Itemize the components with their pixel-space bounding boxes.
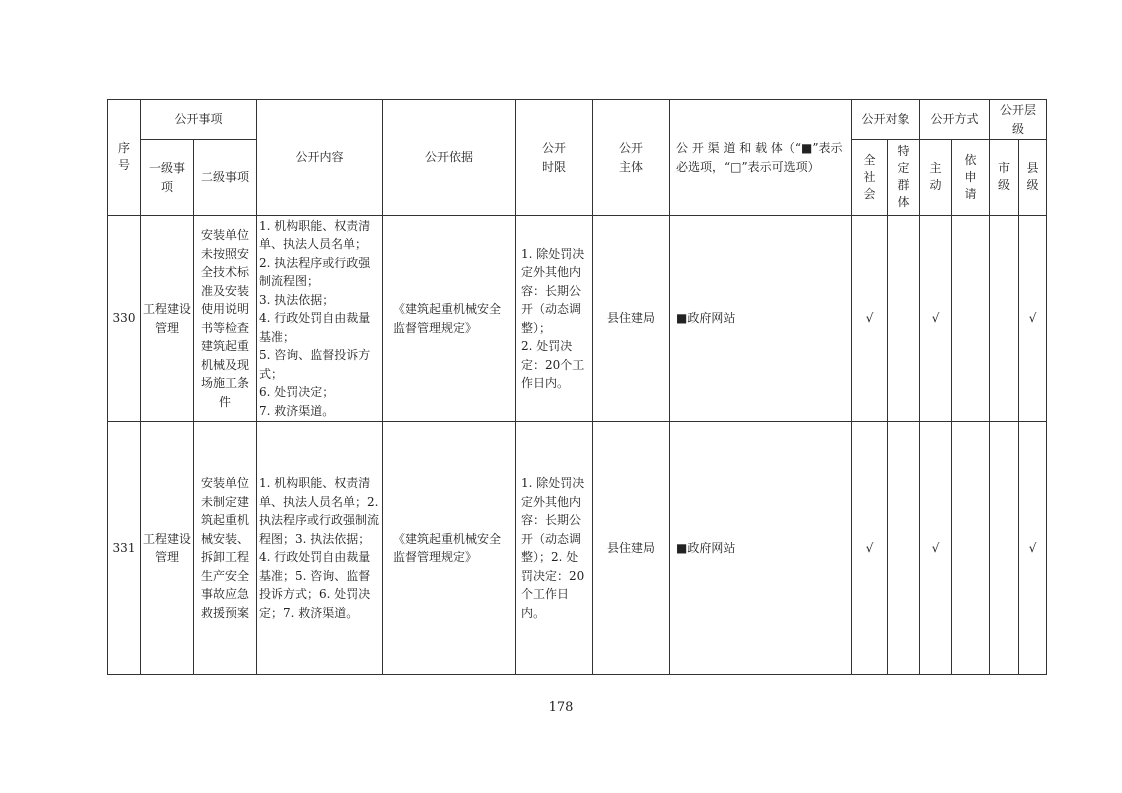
header-level1-item: 一级事项 — [141, 140, 194, 216]
page-number: 178 — [548, 700, 574, 715]
content-line: 1. 机构职能、权责清单、执法人员名单；2. 执法程序或行政强制流程图；3. 执法依据；4. 行政处罚自由裁量基准；5. 咨询、监督投诉方式；6. 处罚决定；7. 救济渠道。 — [259, 476, 380, 620]
header-channel: 公 开 渠 道 和 载 体（“■”表示必选项，“□”表示可选项） — [670, 100, 852, 216]
row-channel: ■政府网站 — [670, 422, 852, 675]
row-active: √ — [920, 216, 952, 422]
content-line: 4. 行政处罚自由裁量基准； — [259, 311, 371, 344]
row-on-request — [952, 422, 990, 675]
header-subject: 公开主体 — [593, 100, 670, 216]
header-audience: 公开对象 — [852, 100, 920, 140]
header-method-active: 主动 — [920, 140, 952, 216]
row-all-society: √ — [852, 422, 888, 675]
row-content — [257, 216, 383, 422]
row-city — [990, 216, 1019, 422]
row-level2: 安装单位未制定建筑起重机械安装、拆卸工程生产安全事故应急救援预案 — [194, 422, 257, 675]
row-basis: 《建筑起重机械安全监督管理规定》 — [383, 422, 516, 675]
row-basis: 《建筑起重机械安全监督管理规定》 — [383, 216, 516, 422]
row-time-limit — [516, 422, 593, 675]
table-row — [108, 216, 1047, 422]
time-line: 1. 除处罚决定外其他内容：长期公开（动态调整）； — [521, 246, 585, 335]
row-county: √ — [1019, 422, 1047, 675]
header-method-request: 依申请 — [952, 140, 990, 216]
time-line: 2. 处罚决定：20个工作日内。 — [521, 339, 585, 390]
row-content — [257, 422, 383, 675]
row-subject: 县住建局 — [593, 216, 670, 422]
header-level: 公开层级 — [990, 100, 1047, 140]
row-channel: ■政府网站 — [670, 216, 852, 422]
disclosure-table — [107, 99, 1047, 675]
row-subject: 县住建局 — [593, 422, 670, 675]
row-all-society: √ — [852, 216, 888, 422]
header-level-city: 市级 — [990, 140, 1019, 216]
row-specific-group — [888, 422, 920, 675]
row-level1: 工程建设管理 — [141, 422, 194, 675]
header-method: 公开方式 — [920, 100, 990, 140]
header-seq: 序号 — [108, 100, 141, 216]
row-time-limit — [516, 216, 593, 422]
header-disclosure-items: 公开事项 — [141, 100, 257, 140]
content-line: 7. 救济渠道。 — [259, 403, 335, 418]
row-level2: 安装单位未按照安全技术标准及安装使用说明书等检查建筑起重机械及现场施工条件 — [194, 216, 257, 422]
row-specific-group — [888, 216, 920, 422]
content-line: 3. 执法依据； — [259, 292, 335, 307]
content-line: 6. 处罚决定； — [259, 385, 335, 400]
row-on-request — [952, 216, 990, 422]
row-seq: 330 — [108, 216, 141, 422]
content-line: 5. 咨询、监督投诉方式； — [259, 348, 371, 381]
row-county: √ — [1019, 216, 1047, 422]
row-level1: 工程建设管理 — [141, 216, 194, 422]
content-line: 1. 机构职能、权责清单、执法人员名单； — [259, 218, 371, 252]
header-audience-specific: 特定群体 — [888, 140, 920, 216]
header-level2-item: 二级事项 — [194, 140, 257, 216]
row-city — [990, 422, 1019, 675]
time-line: 1. 除处罚决定外其他内容：长期公开（动态调整）；2. 处罚决定：20个工作日内。 — [521, 476, 585, 620]
header-time-limit: 公开时限 — [516, 100, 593, 216]
header-content: 公开内容 — [257, 100, 383, 216]
header-audience-all: 全社会 — [852, 140, 888, 216]
header-basis: 公开依据 — [383, 100, 516, 216]
header-level-county: 县级 — [1019, 140, 1047, 216]
table-row — [108, 422, 1047, 675]
row-active: √ — [920, 422, 952, 675]
content-line: 2. 执法程序或行政强制流程图； — [259, 255, 371, 289]
row-seq: 331 — [108, 422, 141, 675]
